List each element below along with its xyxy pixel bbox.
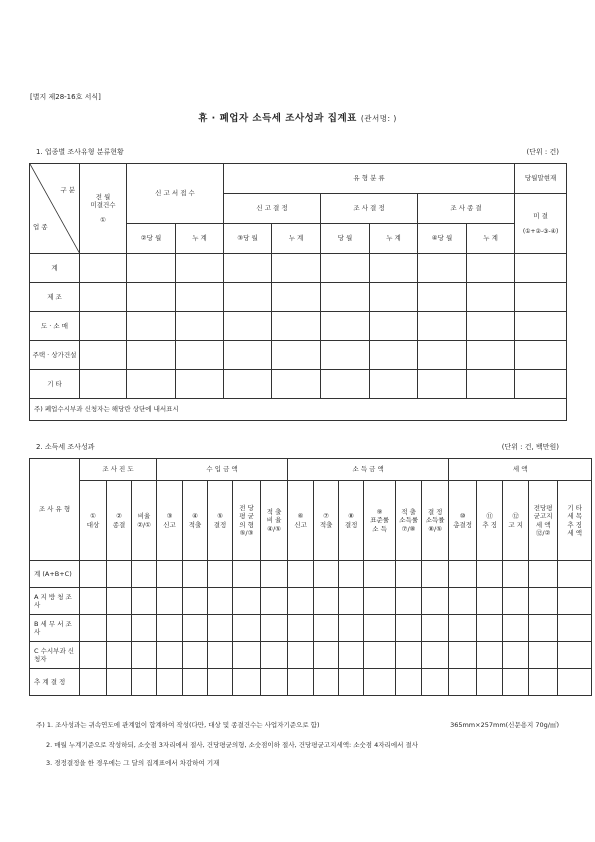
form-number: [별지 제28-16호 서식] [30,93,101,101]
data-cell[interactable] [321,341,370,370]
data-cell[interactable] [233,669,261,696]
data-cell[interactable] [370,341,418,370]
data-cell[interactable] [80,561,107,588]
data-cell[interactable] [107,561,132,588]
data-cell[interactable] [107,615,132,642]
sub-filing-decision: 신 고 결 정 [224,194,321,224]
cell-header: 당 월 [321,224,370,254]
data-cell[interactable] [477,588,503,615]
data-cell[interactable] [449,615,477,642]
data-cell[interactable] [208,561,233,588]
data-cell[interactable] [370,312,418,341]
col-header: 전 당 평 균 의 형 ⑤/③ [233,481,261,561]
data-cell[interactable] [529,588,558,615]
data-cell[interactable] [272,283,321,312]
data-cell[interactable] [233,642,261,669]
data-cell[interactable] [339,642,364,669]
group-tax: 세 액 [449,459,592,481]
data-cell[interactable] [132,669,157,696]
data-cell[interactable] [261,642,288,669]
data-cell[interactable] [370,283,418,312]
data-cell[interactable] [233,588,261,615]
data-cell[interactable] [272,312,321,341]
table-row [30,312,567,341]
col-header: ③ 신고 [157,481,183,561]
data-cell[interactable] [467,370,515,399]
cell-header: ④당 월 [418,224,467,254]
data-cell[interactable] [418,341,467,370]
data-cell[interactable] [396,588,422,615]
data-cell[interactable] [364,588,396,615]
data-cell[interactable] [396,669,422,696]
footnote-2: 2. 매월 누계기준으로 작성하되, 소숫점 3자리에서 절사, 건당평균의형, 소숫점이하 절사, 건당평균고지세액: 소숫점 4자리에서 절사 [46,741,419,749]
data-cell[interactable] [503,669,529,696]
data-cell[interactable] [477,642,503,669]
row-label: B 세 무 서 조 사 [30,615,80,642]
data-cell[interactable] [370,254,418,283]
data-cell[interactable] [233,615,261,642]
data-cell[interactable] [422,561,449,588]
col-prev-pending-label: 전 월 미결건수 [90,193,116,210]
group-progress: 조 사 진 도 [80,459,157,481]
col-prev-pending [80,164,127,254]
cell-header: 누 계 [467,224,515,254]
data-cell[interactable] [176,283,224,312]
section1-table [29,163,567,421]
data-cell[interactable] [515,370,567,399]
sub-investigation-decision: 조 사 결 정 [321,194,418,224]
data-cell[interactable] [208,615,233,642]
data-cell[interactable] [449,669,477,696]
data-cell[interactable] [80,283,127,312]
section2-table [29,458,592,696]
col-header: ① 대상 [80,481,107,561]
sub-pending-label: 미 결 [533,211,548,220]
row-label: 도 · 소 매 [30,312,80,341]
data-cell[interactable] [107,669,132,696]
title-text: 휴 · 폐업자 소득세 조사성과 집계표 [198,113,357,124]
data-cell[interactable] [321,254,370,283]
data-cell[interactable] [503,561,529,588]
data-cell[interactable] [157,588,183,615]
data-cell[interactable] [529,615,558,642]
data-cell[interactable] [321,370,370,399]
data-cell[interactable] [157,561,183,588]
data-cell[interactable] [364,642,396,669]
data-cell[interactable] [183,669,208,696]
data-cell[interactable] [272,370,321,399]
section1-corner [30,164,80,254]
data-cell[interactable] [477,669,503,696]
data-cell[interactable] [529,561,558,588]
cell-header: 누 계 [176,224,224,254]
col-header: 기 타 세 목 추 징 세 액 [558,481,592,561]
data-cell[interactable] [80,312,127,341]
footnote-3: 3. 경정결정을 한 경우에는 그 달의 집계표에서 차감하여 기재 [46,759,220,767]
data-cell[interactable] [272,341,321,370]
table-row [30,669,592,696]
paper-spec: 365mm×257mm(신문용지 70g/㎡) [450,721,559,729]
section1-note: 주) 폐업수시부과 신청자는 해당란 상단에 내서표시 [30,399,567,421]
data-cell[interactable] [396,561,422,588]
data-cell[interactable] [107,588,132,615]
data-cell[interactable] [132,588,157,615]
data-cell[interactable] [477,561,503,588]
col-header: 비율 ②/① [132,481,157,561]
col-header: ⑤ 결정 [208,481,233,561]
data-cell[interactable] [208,588,233,615]
col-header: 적 출 소득률 ⑦/⑧ [396,481,422,561]
col-type-classification: 유 형 분 류 [224,164,515,194]
data-cell[interactable] [183,588,208,615]
data-cell[interactable] [127,283,176,312]
col-header: ④ 적출 [183,481,208,561]
corner-bottom-label: 업 종 [33,222,48,231]
data-cell[interactable] [503,588,529,615]
data-cell[interactable] [224,283,272,312]
data-cell[interactable] [339,615,364,642]
table-row [30,283,567,312]
section2-unit: (단위 : 건, 백만원) [501,443,559,451]
data-cell[interactable] [314,615,339,642]
data-cell[interactable] [157,615,183,642]
data-cell[interactable] [127,341,176,370]
data-cell[interactable] [183,642,208,669]
data-cell[interactable] [80,588,107,615]
data-cell[interactable] [422,642,449,669]
data-cell[interactable] [503,615,529,642]
data-cell[interactable] [224,254,272,283]
data-cell[interactable] [176,254,224,283]
row-label: 계 [30,254,80,283]
diagonal-line [30,164,80,254]
cell-header: ②당 월 [127,224,176,254]
col-header: ② 종결 [107,481,132,561]
data-cell[interactable] [288,669,314,696]
table-row [30,588,592,615]
data-cell[interactable] [558,615,592,642]
data-cell[interactable] [467,254,515,283]
data-cell[interactable] [233,561,261,588]
col-header: ⑨ 표준률 소 득 [364,481,396,561]
data-cell[interactable] [132,642,157,669]
data-cell[interactable] [321,283,370,312]
row-header: 조 사 유 형 [30,459,80,561]
cell-header: 누 계 [370,224,418,254]
data-cell[interactable] [477,615,503,642]
data-cell[interactable] [364,615,396,642]
col-header: ⑪ 추 징 [477,481,503,561]
data-cell[interactable] [208,669,233,696]
cell-header: ③당 월 [224,224,272,254]
data-cell[interactable] [449,588,477,615]
data-cell[interactable] [157,669,183,696]
data-cell[interactable] [515,254,567,283]
data-cell[interactable] [288,561,314,588]
data-cell[interactable] [396,615,422,642]
sub-pending-formula: (①+②-③-④) [522,227,559,235]
data-cell[interactable] [314,669,339,696]
data-cell[interactable] [80,669,107,696]
data-cell[interactable] [467,341,515,370]
data-cell[interactable] [127,312,176,341]
data-cell[interactable] [339,588,364,615]
data-cell[interactable] [418,254,467,283]
data-cell[interactable] [80,341,127,370]
table-row [30,642,592,669]
data-cell[interactable] [132,561,157,588]
corner-top-label: 구 분 [60,186,75,194]
data-cell[interactable] [558,588,592,615]
col-prev-pending-num: ① [100,215,106,224]
data-cell[interactable] [370,370,418,399]
data-cell[interactable] [183,615,208,642]
data-cell[interactable] [396,642,422,669]
table-row [30,254,567,283]
col-header: 전당평 균고지 세 액 ⑫/② [529,481,558,561]
section1-heading: 1. 업종별 조사유형 분류현황 [36,148,124,156]
data-cell[interactable] [261,588,288,615]
col-filing: 신 고 서 접 수 [127,164,224,224]
data-cell[interactable] [224,341,272,370]
page-title [0,110,595,124]
data-cell[interactable] [224,370,272,399]
table-row [30,341,567,370]
group-earnings: 소 득 금 액 [288,459,449,481]
data-cell[interactable] [176,341,224,370]
data-cell[interactable] [339,561,364,588]
data-cell[interactable] [107,642,132,669]
data-cell[interactable] [132,615,157,642]
section1-unit: (단위 : 건) [526,148,559,156]
data-cell[interactable] [127,370,176,399]
data-cell[interactable] [558,642,592,669]
data-cell[interactable] [515,312,567,341]
data-cell[interactable] [558,561,592,588]
data-cell[interactable] [422,588,449,615]
title-office: (관서명: ) [360,114,397,123]
row-label: A 지 방 청 조 사 [30,588,80,615]
col-header: ⑦ 적출 [314,481,339,561]
table-row [30,370,567,399]
data-cell[interactable] [80,642,107,669]
col-month-end: 당월말현재 [515,164,567,194]
data-cell[interactable] [467,283,515,312]
data-cell[interactable] [515,283,567,312]
data-cell[interactable] [176,370,224,399]
group-income: 수 입 금 액 [157,459,288,481]
data-cell[interactable] [418,283,467,312]
data-cell[interactable] [418,312,467,341]
table-row [30,615,592,642]
data-cell[interactable] [558,669,592,696]
data-cell[interactable] [314,588,339,615]
data-cell[interactable] [422,669,449,696]
data-cell[interactable] [261,561,288,588]
col-header: 적 출 비 율 ④/⑤ [261,481,288,561]
data-cell[interactable] [364,669,396,696]
data-cell[interactable] [176,312,224,341]
data-cell[interactable] [529,669,558,696]
data-cell[interactable] [321,312,370,341]
data-cell[interactable] [288,642,314,669]
sub-investigation-complete: 조 사 종 결 [418,194,515,224]
data-cell[interactable] [80,254,127,283]
row-label: C 수시부과 신청자 [30,642,80,669]
row-label: 주택 · 상가건설 [30,341,80,370]
data-cell[interactable] [272,254,321,283]
data-cell[interactable] [208,642,233,669]
data-cell[interactable] [422,615,449,642]
data-cell[interactable] [288,615,314,642]
data-cell[interactable] [339,669,364,696]
data-cell[interactable] [418,370,467,399]
data-cell[interactable] [157,642,183,669]
data-cell[interactable] [449,561,477,588]
data-cell[interactable] [314,561,339,588]
row-label: 제 조 [30,283,80,312]
data-cell[interactable] [449,642,477,669]
data-cell[interactable] [288,588,314,615]
data-cell[interactable] [529,642,558,669]
data-cell[interactable] [261,669,288,696]
data-cell[interactable] [503,642,529,669]
data-cell[interactable] [80,370,127,399]
cell-header: 누 계 [272,224,321,254]
table-row [30,561,592,588]
data-cell[interactable] [127,254,176,283]
row-label: 계 (A+B+C) [30,561,80,588]
footnote-1: 주) 1. 조사성과는 귀속연도에 관계없이 합계하여 작성(다만, 대상 및 종결건수는 사업자기준으로 함) [36,721,320,729]
col-header: ⑫ 고 지 [503,481,529,561]
sub-pending [515,194,567,254]
data-cell[interactable] [261,615,288,642]
col-header: ⑥ 신고 [288,481,314,561]
data-cell[interactable] [183,561,208,588]
section2-heading: 2. 소득세 조사성과 [36,443,95,451]
col-header: 결 정 소득률 ⑧/⑤ [422,481,449,561]
data-cell[interactable] [467,312,515,341]
data-cell[interactable] [364,561,396,588]
data-cell[interactable] [515,341,567,370]
row-label: 추 계 결 정 [30,669,80,696]
data-cell[interactable] [314,642,339,669]
col-header: ⑧ 결정 [339,481,364,561]
data-cell[interactable] [80,615,107,642]
data-cell[interactable] [224,312,272,341]
col-header: ⑩ 총결정 [449,481,477,561]
row-label: 기 타 [30,370,80,399]
